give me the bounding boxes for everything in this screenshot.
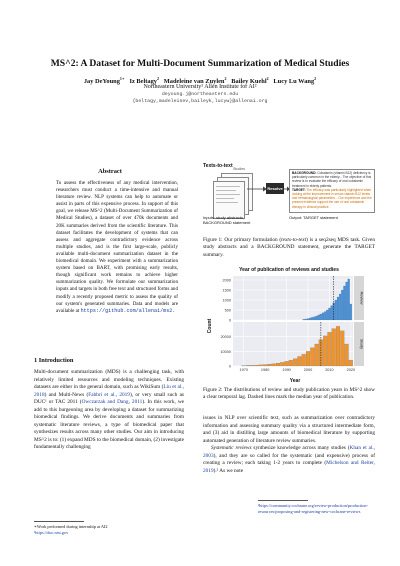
author-name: Iz Beltagy [129,78,157,86]
author-emails [20,92,380,105]
figure-1-output-box [289,169,375,213]
figure-1-label: Texts-to-text [203,163,233,169]
target-text: The efficacy was particularly highlighted when looking at the improvement in serum vitamin B12 levels and hematological parameters... Our experience and the present evidence support the use of oral cobalamin therapy in clinical practice. [292,187,372,209]
paper-title: MS^2: A Dataset for Multi-Document Summarization of Medical Studies [50,58,350,69]
emphasis: Systematic reviews [211,445,252,451]
background-text: Cobalamin (vitamin B12) deficiency is particularly common in the elderly... The objective of this review is to evaluate the efficacy of oral cobalamin treatment in elderly patients. [292,171,372,188]
resolve-box: Resolve [266,183,284,194]
intro-text: ) and Multi-News ( [44,391,89,398]
histogram-bar [268,364,272,366]
text-line [216,202,238,203]
text-line [216,190,236,191]
footnote-divider [258,500,308,501]
paragraph-text: ).² As we note [213,467,244,474]
inputs-line: Inputs: study abstracts, [203,215,245,220]
histogram-bar [318,315,320,320]
histogram-bar [345,344,349,366]
histogram-bar [310,348,314,366]
y-tick-label: 20000 [220,335,231,340]
histogram-bar [276,363,280,366]
studies-label: Studies [233,167,245,171]
y-tick-label: 1500 [222,288,231,293]
y-tick-label: 0 [228,364,231,369]
abstract-heading: Abstract [98,168,122,175]
histogram-bar [343,286,345,320]
paragraph-text: ), and they are so called for the systematic (and expensive) process of creating a review; each taking 1-2 years to complete ( [203,452,375,466]
histogram-bar [309,318,311,320]
chart-x-label: Year [289,378,301,384]
paragraph [203,445,375,475]
author-name: Bailey Kuehl [231,78,267,86]
x-tick-label: 1990 [282,368,291,372]
histogram-bar [346,282,348,320]
text-line [216,194,240,195]
paragraph: issues in NLP over scientific text, such as summarization over contradictory information and assessing summary quality via a structured intermediate form, and (3) aid in distilling large amounts of biomedical literature by supporting automated generation of literature review summaries. [203,415,375,444]
histogram-bar [339,294,341,320]
histogram-bar [336,326,340,366]
histogram-bar [255,365,259,366]
intro-body [34,369,184,452]
histogram-bar [323,336,327,366]
x-tick-label: 1980 [260,368,270,372]
histogram-bar [315,344,319,366]
email-line: deyoung.j@northeastern.edu [161,92,239,97]
email-line: {beltagy,madeleinev,baileyk,lucyw}@allenai.org [132,98,268,104]
histogram-bar [324,312,326,320]
y-tick-label: 1000 [222,298,231,303]
histogram-bar [328,332,332,366]
footnote-link[interactable]: ²https://community.cochrane.org/review-production/production-resources/proposing-and-registering-new-cochrane-reviews [258,503,368,514]
x-tick-label: 2000 [303,368,313,372]
abstract-url-link[interactable]: https://github.com/allenai/ms2. [80,307,176,314]
facet-label: Review [359,291,365,305]
histogram-bar [313,317,315,320]
figure-1-inputs [203,215,250,225]
histogram-bar [289,360,293,366]
chart-y-label: Count [207,318,213,334]
author-mark: 2 [314,76,317,81]
histogram-bar [332,329,336,366]
facet-label: Study [359,338,365,350]
abstract-text: To assess the effectiveness of any medical intervention, researchers must conduct a time-intensive and manual literature review. NLP systems can help to automate or assist in parts of this expensive process. In support of this goal, we release MS^2 (Multi-Document Summarization of Medical Studies), a dataset of over 470k documents and 20K summaries derived from the scientific literature. This dataset facilitates the development of systems that can assess and aggregate contradictory evidence across multiple studies, and is the first large-scale, publicly available multi-document summarization dataset in the biomedical domain. We experiment with a summarization system based on BART, with promising early results, though significant work remains to achieve higher summarization quality. We formulate our summarization inputs and targets in both free text and structured forms and modify a recently proposed metric to assess the quality of our system's generated summaries. Data and models are available at [56,180,178,314]
histogram-bar [302,354,306,366]
histogram-bar [293,359,297,366]
histogram-bar [303,319,305,320]
intro-text: ), or very small such as DUC¹ or TAC 2011 ( [34,391,184,405]
histogram-bar [307,319,309,320]
figure-2-caption: Figure 2: The distributions of review and study publication years in MS^2 show a clear temporal lag. Dashed lines mark the median year of publication. [203,387,375,401]
histogram-bar [320,314,322,320]
intro-text: ). In this work, we add to this burgeoning area by developing a dataset for summarizing biomedical findings. We derive documents and summaries from systematic literature reviews, a type of biomedical paper that synthesizes results across many other studies. Our aim in introducing MS^2 is to: (1) expand MDS to the biomedical domain, (2) investigate fundamentally challenging [34,399,185,450]
y-tick-label: 10000 [220,349,231,354]
footnote: ∗Work performed during internship at AI2 [34,524,108,529]
histogram-bar [250,365,254,366]
caption-text: ) is a seq2seq MDS task. Given study abstracts and a BACKGROUND statement, generate the TARGET summary. [203,237,375,258]
histogram-bar [311,317,313,320]
histogram-bar [331,306,333,320]
histogram-bar [348,279,350,320]
histogram-bar [316,316,318,320]
paragraph-text: synthesize knowledge across many studies ( [251,445,350,451]
author-name: Jay DeYoung [83,78,120,86]
histogram-bar [349,360,353,366]
intro-text: Multi-document summarization (MDS) is a challenging task, with relatively limited resources and modeling techniques. Existing datasets are either in the general domain, such as WikiSum ( [34,369,184,390]
figure-1 [203,163,375,233]
author-mark: 1∗ [119,76,125,81]
caption-emphasis: texts-to-text [281,237,307,243]
publication-year-chart [203,264,375,384]
histogram-bar [305,319,307,320]
histogram-bar [306,351,310,366]
citation-link[interactable]: Khan et al., 2003 [203,445,375,459]
text-line [216,198,234,199]
author-name: Lucy Lu Wang [273,78,315,86]
target-label: TARGET: [292,187,306,192]
y-tick-label: 0 [228,318,231,323]
y-tick-label: 2000 [222,278,231,283]
x-tick-label: 2020 [346,368,356,372]
footnote-link[interactable]: ¹https://duc.nist.gov [34,530,69,535]
x-tick-label: 1970 [239,368,248,372]
background-label: BACKGROUND: [292,171,317,175]
citation-link[interactable]: Fabbri et al., 2019 [88,391,130,398]
footnotes-left [34,524,184,536]
histogram-bar [340,331,344,366]
right-column-body [203,415,375,475]
intro-heading: 1 Introduction [34,357,74,364]
author-mark: 2 [224,76,227,81]
figure-2 [203,264,375,384]
citation-link[interactable]: Michelson and Reiter, 2019 [203,460,375,474]
chart-panels [220,276,364,372]
figure-1-output-label: Output: TARGET statement [289,215,338,220]
inputs-line: BACKGROUND statement [203,220,251,225]
citation-link[interactable]: Owczarzak and Dang, 2011 [81,399,143,405]
histogram-bar [322,313,324,320]
histogram-bar [350,304,352,320]
histogram-bar [337,297,339,320]
author-name: Madeleine van Zuylen [163,78,225,86]
histogram-bar [326,310,328,320]
abstract-body [56,180,178,315]
histogram-bar [246,365,250,366]
x-tick-label: 2010 [325,368,334,372]
histogram-bar [263,365,267,366]
histogram-bar [272,364,276,366]
citation-link[interactable]: Liu et al., 2018 [34,384,184,398]
chart-title: Year of publication of reviews and studies [239,267,339,273]
histogram-bar [298,356,302,366]
study-card-front [213,181,245,219]
text-line [216,186,240,187]
caption-text: Figure 1: Our primary formulation ( [203,237,282,243]
author-mark: 2 [266,76,269,81]
affiliations: Northeastern University¹ Allen Institute for AI² [143,84,257,90]
arrow-right-icon [247,185,267,193]
histogram-bar [280,362,284,366]
histogram-bar [335,300,337,320]
histogram-bar [259,365,263,366]
figure-1-caption [203,237,375,259]
histogram-bar [328,308,330,320]
author-mark: 2 [156,76,159,81]
footnote-divider [34,521,84,522]
histogram-bar [341,290,343,320]
y-tick-label: 500 [224,308,231,313]
histogram-bar [285,361,289,366]
